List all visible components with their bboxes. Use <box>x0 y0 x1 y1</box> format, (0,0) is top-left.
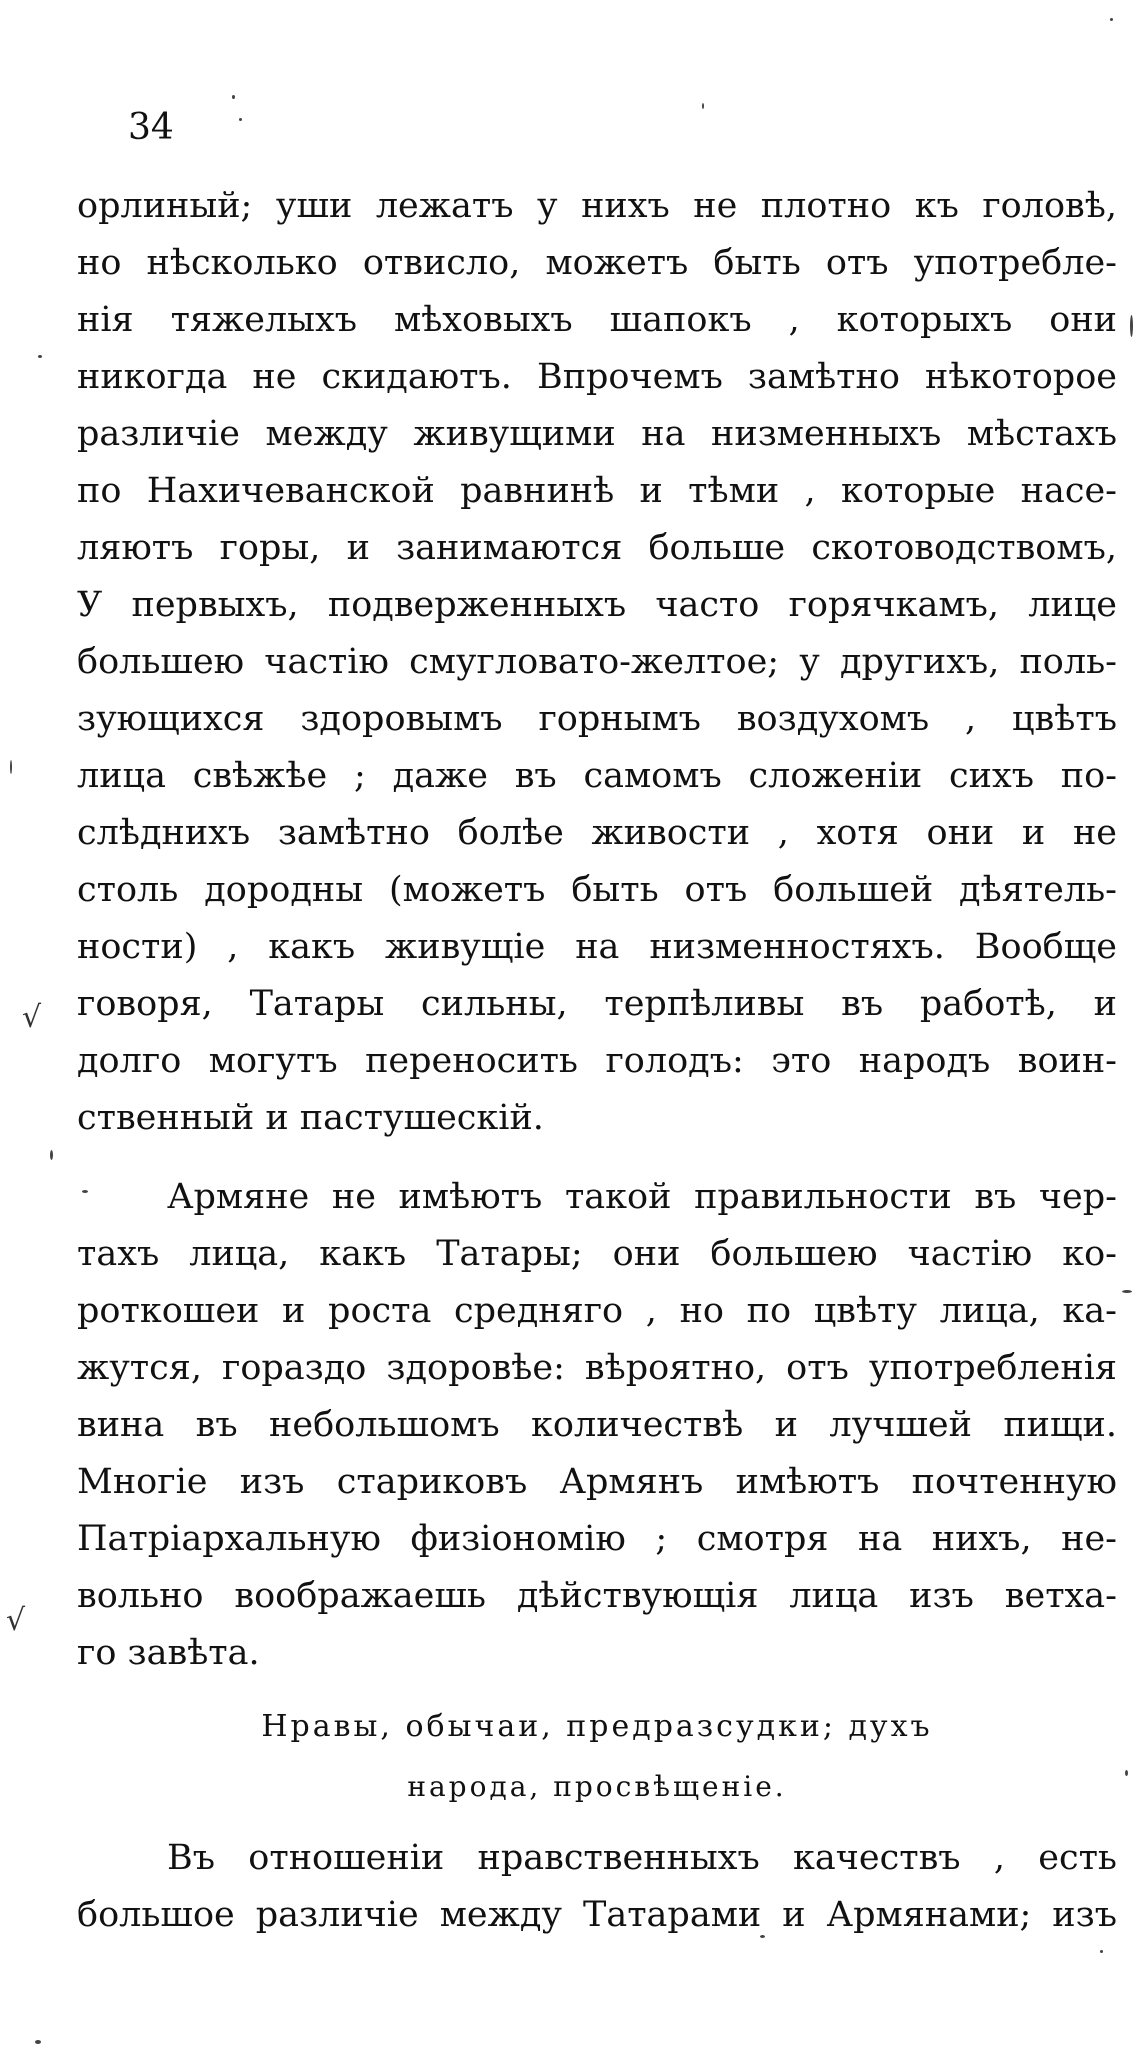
text-line: говоря, Татары сильны, терпѣливы въ работѣ, и <box>77 984 1117 1024</box>
margin-mark: √ <box>22 1000 42 1035</box>
text-line: Армяне не имѣютъ такой правильности въ чер- <box>167 1177 1117 1217</box>
text-line: орлиный; уши лежатъ у нихъ не плотно къ головѣ, <box>77 186 1117 226</box>
text-line: долго могутъ переносить голодъ: это народъ воин- <box>77 1041 1117 1081</box>
text-line: тахъ лица, какъ Татары; они большею частію ко- <box>77 1234 1117 1274</box>
scan-speck <box>38 355 42 358</box>
scan-speck <box>239 118 242 121</box>
text-line: ности) , какъ живущіе на низменностяхъ. Вообще <box>77 927 1117 967</box>
text-line: Патріархальную физіономію ; смотря на нихъ, не- <box>77 1519 1117 1559</box>
text-line: Въ отношеніи нравственныхъ качествъ , есть <box>167 1838 1117 1878</box>
text-line: роткошеи и роста средняго , но по цвѣту лица, ка- <box>77 1291 1117 1331</box>
section-heading: Нравы, обычаи, предразсудки; духъ <box>261 1709 933 1744</box>
text-line: но нѣсколько отвисло, можетъ быть отъ употребле- <box>77 243 1117 283</box>
text-line: нія тяжелыхъ мѣховыхъ шапокъ , которыхъ они <box>77 300 1117 340</box>
scan-speck <box>1100 1950 1103 1953</box>
text-line: большею частію смугловато-желтое; у другихъ, поль- <box>77 642 1117 682</box>
text-line: ственный и пастушескій. <box>77 1098 544 1138</box>
text-line: лица свѣжѣе ; даже въ самомъ сложеніи сихъ по- <box>77 756 1117 796</box>
text-line: У первыхъ, подверженныхъ часто горячкамъ, лице <box>77 585 1117 625</box>
paragraph-tatars-appearance <box>77 178 1117 1147</box>
text-line: слѣднихъ замѣтно болѣе живости , хотя они и не <box>77 813 1117 853</box>
scan-speck <box>1110 18 1113 21</box>
text-line: вольно воображаешь дѣйствующія лица изъ ветха- <box>77 1576 1117 1616</box>
paragraph-moral-qualities <box>77 1830 1117 1944</box>
scan-speck <box>1130 315 1133 337</box>
text-line: вина въ небольшомъ количествѣ и лучшей пищи. <box>77 1405 1117 1445</box>
paragraph-armenians-appearance <box>77 1169 1117 1682</box>
scan-speck <box>760 1935 765 1938</box>
text-line: Многіе изъ стариковъ Армянъ имѣютъ почтенную <box>77 1462 1117 1502</box>
text-line: зующихся здоровымъ горнымъ воздухомъ , цвѣтъ <box>77 699 1117 739</box>
scan-speck <box>35 2040 41 2044</box>
text-line: различіе между живущими на низменныхъ мѣстахъ <box>77 414 1117 454</box>
text-line: большое различіе между Татарами и Армянами; изъ <box>77 1895 1117 1935</box>
scan-speck <box>82 1190 88 1193</box>
section-heading-continued: народа, просвѣщеніе. <box>407 1770 787 1803</box>
scan-speck <box>1125 1770 1128 1776</box>
text-line: никогда не скидаютъ. Впрочемъ замѣтно нѣкоторое <box>77 357 1117 397</box>
text-line: жутся, гораздо здоровѣе: вѣроятно, отъ употребленія <box>77 1348 1117 1388</box>
text-line: по Нахичеванской равнинѣ и тѣми , которые насе- <box>77 471 1117 511</box>
text-line: столь дородны (можетъ быть отъ большей дѣятель- <box>77 870 1117 910</box>
scan-speck <box>702 103 704 109</box>
text-line: ляютъ горы, и занимаются больше скотоводствомъ, <box>77 528 1117 568</box>
scan-speck <box>232 95 235 99</box>
scan-speck <box>1122 1290 1132 1293</box>
page-number: 34 <box>128 107 174 148</box>
scan-speck <box>10 760 12 774</box>
margin-mark: √ <box>6 1603 26 1638</box>
scan-speck <box>50 1150 53 1160</box>
text-line: го завѣта. <box>77 1633 260 1673</box>
